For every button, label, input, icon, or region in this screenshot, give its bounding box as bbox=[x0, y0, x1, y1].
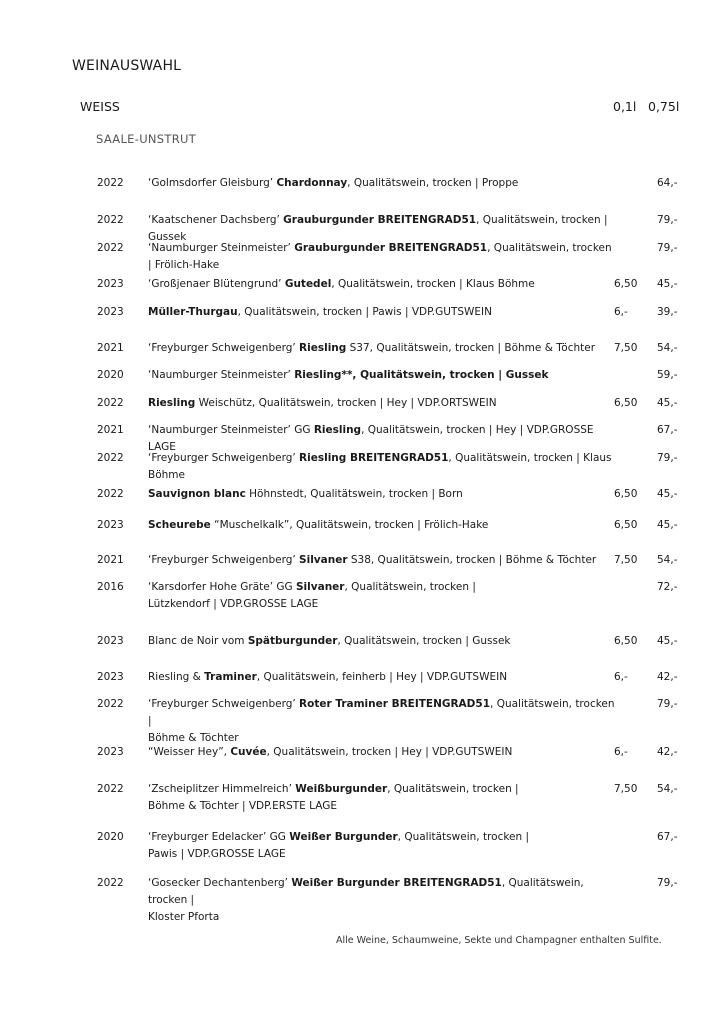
price-glass: 6,50 bbox=[614, 278, 638, 290]
price-bottle: 54,- bbox=[657, 554, 678, 566]
wine-year: 2020 bbox=[97, 369, 124, 381]
grape-variety: Sauvignon blanc bbox=[148, 488, 246, 500]
price-bottle: 45,- bbox=[657, 488, 678, 500]
grape-variety: Grauburgunder BREITENGRAD51 bbox=[283, 214, 477, 226]
grape-variety: Grauburgunder BREITENGRAD51 bbox=[294, 242, 488, 254]
price-bottle: 54,- bbox=[657, 342, 678, 354]
price-bottle: 79,- bbox=[657, 214, 678, 226]
wine-description: Müller-Thurgau, Qualitätswein, trocken | Pawis | VDP.GUTSWEIN bbox=[148, 306, 492, 318]
wine-description: ‘Freyburger Edelacker’ GG Weißer Burgunder, Qualitätswein, trocken | Pawis | VDP.GROSSE LAGE bbox=[148, 831, 530, 860]
wine-year: 2023 bbox=[97, 278, 124, 290]
wine-year: 2022 bbox=[97, 452, 124, 464]
price-bottle: 45,- bbox=[657, 635, 678, 647]
section-title: WEISS bbox=[80, 99, 120, 114]
price-bottle: 79,- bbox=[657, 242, 678, 254]
price-bottle: 45,- bbox=[657, 397, 678, 409]
grape-variety: Riesling BREITENGRAD51 bbox=[299, 452, 449, 464]
grape-variety: Cuvée bbox=[230, 746, 267, 758]
wine-year: 2022 bbox=[97, 214, 124, 226]
price-bottle: 54,- bbox=[657, 783, 678, 795]
grape-variety: Roter Traminer BREITENGRAD51 bbox=[299, 698, 491, 710]
price-bottle: 59,- bbox=[657, 369, 678, 381]
price-glass: 6,- bbox=[614, 306, 628, 318]
price-bottle: 64,- bbox=[657, 177, 678, 189]
wine-description: ‘Naumburger Steinmeister’ Grauburgunder BREITENGRAD51, Qualitätswein, trocken | Frölich-Hake bbox=[148, 242, 612, 271]
wine-description: Blanc de Noir vom Spätburgunder, Qualitätswein, trocken | Gussek bbox=[148, 635, 511, 647]
price-bottle: 45,- bbox=[657, 278, 678, 290]
wine-year: 2022 bbox=[97, 242, 124, 254]
grape-variety: Traminer bbox=[204, 671, 257, 683]
grape-variety: Weißburgunder bbox=[295, 783, 388, 795]
price-bottle: 72,- bbox=[657, 581, 678, 593]
sulfite-footnote: Alle Weine, Schaumweine, Sekte und Champagner enthalten Sulfite. bbox=[336, 935, 662, 946]
grape-variety: Riesling bbox=[294, 369, 342, 381]
wine-year: 2022 bbox=[97, 177, 124, 189]
wine-year: 2023 bbox=[97, 519, 124, 531]
wine-description: ‘Naumburger Steinmeister’ Riesling**, Qualitätswein, trocken | Gussek bbox=[148, 369, 549, 381]
price-bottle: 45,- bbox=[657, 519, 678, 531]
wine-year: 2022 bbox=[97, 783, 124, 795]
price-bottle: 67,- bbox=[657, 424, 678, 436]
price-glass: 6,50 bbox=[614, 488, 638, 500]
wine-description: “Weisser Hey”, Cuvée, Qualitätswein, trocken | Hey | VDP.GUTSWEIN bbox=[148, 746, 513, 758]
wine-description: Sauvignon blanc Höhnstedt, Qualitätswein, trocken | Born bbox=[148, 488, 463, 500]
price-glass: 6,50 bbox=[614, 635, 638, 647]
grape-variety: Gutedel bbox=[284, 278, 332, 290]
wine-year: 2023 bbox=[97, 671, 124, 683]
price-bottle: 39,- bbox=[657, 306, 678, 318]
grape-variety: Weißer Burgunder BREITENGRAD51 bbox=[291, 877, 502, 889]
wine-description: ‘Großjenaer Blütengrund’ Gutedel, Qualitätswein, trocken | Klaus Böhme bbox=[148, 278, 535, 290]
wine-year: 2022 bbox=[97, 698, 124, 710]
grape-variety: Riesling bbox=[299, 342, 347, 354]
price-bottle: 67,- bbox=[657, 831, 678, 843]
wine-description: ‘Zscheiplitzer Himmelreich’ Weißburgunder, Qualitätswein, trocken | Böhme & Töchter | VDP.ERSTE LAGE bbox=[148, 783, 519, 812]
wine-description: ‘Freyburger Schweigenberg’ Riesling BREITENGRAD51, Qualitätswein, trocken | Klaus Böhme bbox=[148, 452, 612, 481]
wine-year: 2021 bbox=[97, 342, 124, 354]
section-header bbox=[80, 99, 684, 119]
price-glass: 6,50 bbox=[614, 519, 638, 531]
wine-description: ‘Golmsdorfer Gleisburg’ Chardonnay, Qualitätswein, trocken | Proppe bbox=[148, 177, 519, 189]
price-bottle: 42,- bbox=[657, 746, 678, 758]
grape-variety: Scheurebe bbox=[148, 519, 211, 531]
wine-year: 2023 bbox=[97, 635, 124, 647]
wine-year: 2021 bbox=[97, 554, 124, 566]
price-bottle: 79,- bbox=[657, 452, 678, 464]
grape-variety: Müller-Thurgau bbox=[148, 306, 238, 318]
wine-year: 2020 bbox=[97, 831, 124, 843]
region-title: SAALE-UNSTRUT bbox=[96, 132, 197, 146]
price-glass: 7,50 bbox=[614, 554, 638, 566]
price-glass: 6,- bbox=[614, 746, 628, 758]
wine-description: ‘Freyburger Schweigenberg’ Roter Traminer BREITENGRAD51, Qualitätswein, trocken | Böhme & Töchter bbox=[148, 698, 615, 744]
wine-description: Riesling & Traminer, Qualitätswein, feinherb | Hey | VDP.GUTSWEIN bbox=[148, 671, 508, 683]
wine-year: 2022 bbox=[97, 397, 124, 409]
page-title: WEINAUSWAHL bbox=[72, 58, 182, 74]
wine-year: 2022 bbox=[97, 877, 124, 889]
column-header-glass: 0,1l bbox=[613, 99, 637, 114]
grape-variety: **, Qualitätswein, trocken | Gussek bbox=[341, 369, 549, 381]
price-bottle: 79,- bbox=[657, 698, 678, 710]
grape-variety: Chardonnay bbox=[276, 177, 348, 189]
price-glass: 6,50 bbox=[614, 397, 638, 409]
wine-description: ‘Naumburger Steinmeister’ GG Riesling, Qualitätswein, trocken | Hey | VDP.GROSSE LAGE bbox=[148, 424, 594, 453]
grape-variety: Weißer Burgunder bbox=[289, 831, 398, 843]
grape-variety: Silvaner bbox=[299, 554, 348, 566]
wine-description: Riesling Weischütz, Qualitätswein, trocken | Hey | VDP.ORTSWEIN bbox=[148, 397, 497, 409]
wine-year: 2022 bbox=[97, 488, 124, 500]
price-glass: 7,50 bbox=[614, 783, 638, 795]
price-glass: 6,- bbox=[614, 671, 628, 683]
grape-variety: Silvaner bbox=[296, 581, 345, 593]
column-header-bottle: 0,75l bbox=[648, 99, 680, 114]
grape-variety: Riesling bbox=[148, 397, 196, 409]
wine-year: 2016 bbox=[97, 581, 124, 593]
wine-description: Scheurebe “Muschelkalk”, Qualitätswein, trocken | Frölich-Hake bbox=[148, 519, 489, 531]
wine-description: ‘Karsdorfer Hohe Gräte’ GG Silvaner, Qualitätswein, trocken | Lützkendorf | VDP.GROSSE LAGE bbox=[148, 581, 476, 610]
price-glass: 7,50 bbox=[614, 342, 638, 354]
wine-description: ‘Freyburger Schweigenberg’ Riesling S37, Qualitätswein, trocken | Böhme & Töchter bbox=[148, 342, 596, 354]
wine-year: 2021 bbox=[97, 424, 124, 436]
wine-description: ‘Gosecker Dechantenberg’ Weißer Burgunder BREITENGRAD51, Qualitätswein, trocken | Kloster Pforta bbox=[148, 877, 584, 923]
grape-variety: Riesling bbox=[313, 424, 362, 436]
grape-variety: Spätburgunder bbox=[247, 635, 338, 647]
wine-year: 2023 bbox=[97, 746, 124, 758]
wine-year: 2023 bbox=[97, 306, 124, 318]
wine-description: ‘Freyburger Schweigenberg’ Silvaner S38, Qualitätswein, trocken | Böhme & Töchter bbox=[148, 554, 597, 566]
price-bottle: 42,- bbox=[657, 671, 678, 683]
wine-description: ‘Kaatschener Dachsberg’ Grauburgunder BREITENGRAD51, Qualitätswein, trocken | Gussek bbox=[148, 214, 608, 243]
price-bottle: 79,- bbox=[657, 877, 678, 889]
